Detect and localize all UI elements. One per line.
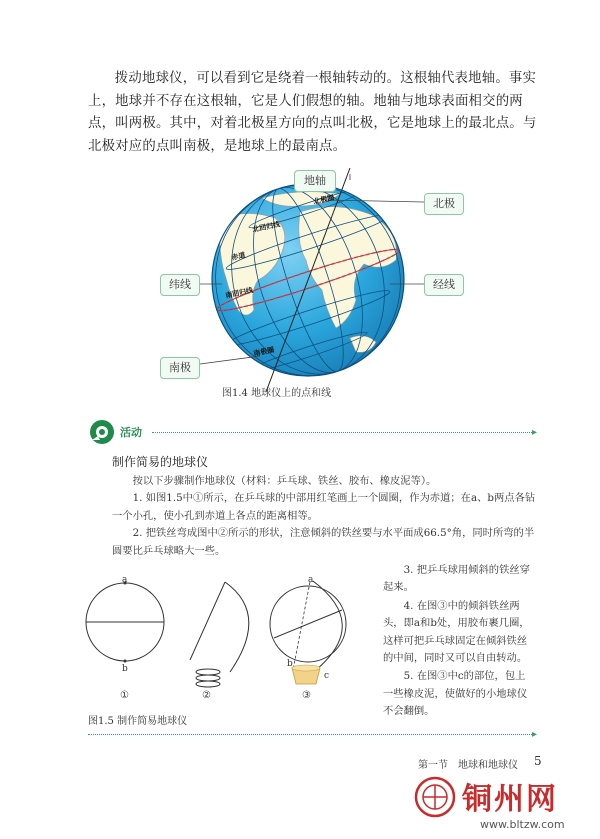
fig15-ball — [86, 582, 164, 663]
footer-section: 第一节 地球和地球仪 — [418, 760, 518, 771]
activity-step2: 2. 把铁丝弯成图中②所示的形状，注意倾斜的铁丝要与水平面成66.5°角，同时所弯的半圆要比乒乓球略大一些。 — [112, 527, 535, 557]
fig15-label-a3: a — [308, 575, 314, 585]
fig15-num3: ③ — [302, 690, 311, 701]
label-tropic-cancer: 北回归线 — [251, 219, 281, 234]
fig15-label-b1: b — [122, 664, 128, 674]
figure15-caption: 图1.5 制作简易地球仪 — [88, 716, 188, 727]
watermark-logo-icon — [414, 776, 456, 818]
label-antarctic-circle: 南极圈 — [252, 344, 275, 358]
intro-text — [88, 68, 548, 158]
fig15-label-c3: c — [324, 671, 330, 681]
activity-step3: 3. 把乒乓球用倾斜的铁丝穿起来。 — [383, 564, 530, 594]
callout-south-pole: 南极 — [160, 357, 200, 379]
activity-step1: 1. 如图1.5中①所示，在乒乓球的中部用红笔画上一个圆圈，作为赤道；在a、b两点各钻一个小孔，使小孔到赤道上各点的距离相等。 — [112, 492, 536, 522]
fig15-globe — [270, 581, 346, 684]
fig15-num2: ② — [202, 690, 211, 701]
activity-divider — [152, 432, 534, 433]
divider-arrow-icon: ▸ — [532, 427, 538, 438]
callout-longitude: 经线 — [424, 274, 464, 296]
label-arctic-circle: 北极圈 — [312, 192, 335, 206]
activity-step5: 5. 在图③中c的部位，包上一些橡皮泥，使做好的小地球仪不会翻倒。 — [383, 670, 528, 718]
page-number: 5 — [534, 754, 542, 768]
callout-axis: 地轴 — [294, 170, 336, 192]
watermark-url: www.bltzw.com — [480, 818, 565, 831]
fig15-label-a1: a — [122, 575, 128, 585]
activity-steps — [112, 473, 542, 560]
activity-label: 活动 — [120, 426, 142, 439]
activity-end-divider — [88, 734, 534, 735]
callout-north-pole: 北极 — [424, 193, 464, 215]
label-tropic-capricorn: 南回归线 — [224, 285, 254, 300]
fig15-label-b3: b — [287, 659, 293, 669]
label-equator: 赤道 — [230, 250, 247, 262]
fig15-wire — [190, 582, 249, 687]
end-arrow-icon: ▸ — [532, 729, 538, 740]
activity-right-steps — [383, 562, 533, 722]
fig15-num1: ① — [120, 690, 129, 701]
callout-latitude: 纬线 — [160, 274, 200, 296]
activity-intro: 按以下步骤制作地球仪（材料：乒乓球、铁丝、胶布、橡皮泥等）。 — [132, 475, 437, 487]
figure15-drawings — [80, 574, 380, 714]
activity-step4: 4. 在图③中的倾斜铁丝两头，即a和b处，用胶布裹几圈，这样可把乒乓球固定在倾斜铁丝的中间，同时又可以自由转动。 — [383, 599, 530, 665]
watermark-name: 铜州网 — [462, 782, 558, 817]
intro-paragraph: 拨动地球仪，可以看到它是绕着一根轴转动的。这根轴代表地轴。事实上，地球并不存在这根轴，它是人们假想的轴。地轴与地球表面相交的两点，叫两极。其中，对着北极星方向的点叫北极，它是地球上的最北点。与北极对应的点叫南极，是地球上的最南点。 — [88, 71, 537, 154]
activity-icon — [88, 418, 116, 446]
activity-title: 制作简易的地球仪 — [112, 455, 209, 469]
figure14-caption: 图1.4 地球仪上的点和线 — [222, 388, 332, 399]
